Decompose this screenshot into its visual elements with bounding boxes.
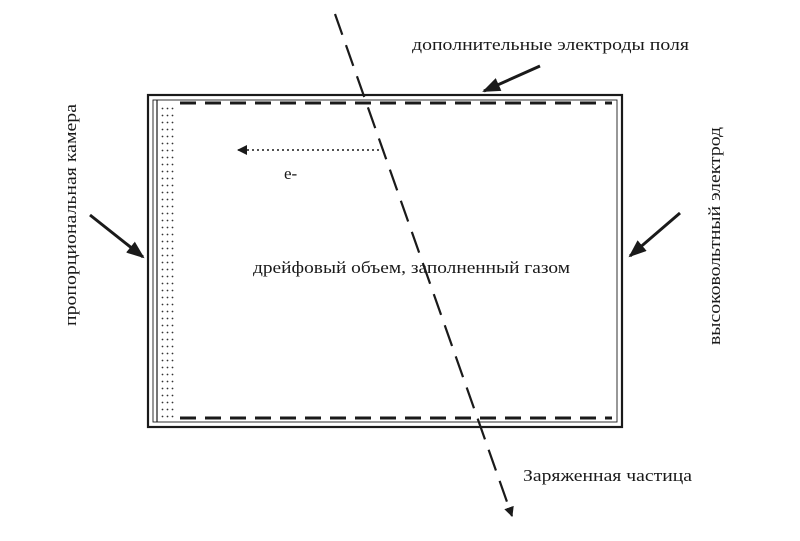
drift-volume-label: дрейфовый объем, заполненный газом (253, 258, 571, 277)
proportional-chamber-strip (157, 100, 174, 422)
high-voltage-arrow-icon (630, 213, 680, 256)
electron-label: e- (284, 164, 298, 183)
high-voltage-electrode-label: высоковольтный электрод (705, 156, 724, 345)
proportional-chamber-arrow-icon (90, 215, 143, 257)
charged-particle-label: Заряженная частица (523, 466, 693, 485)
field-electrodes-arrow-icon (484, 66, 540, 91)
proportional-chamber-label: пропорциональная камера (61, 135, 80, 326)
field-electrodes-label: дополнительные электроды поля (412, 35, 690, 54)
